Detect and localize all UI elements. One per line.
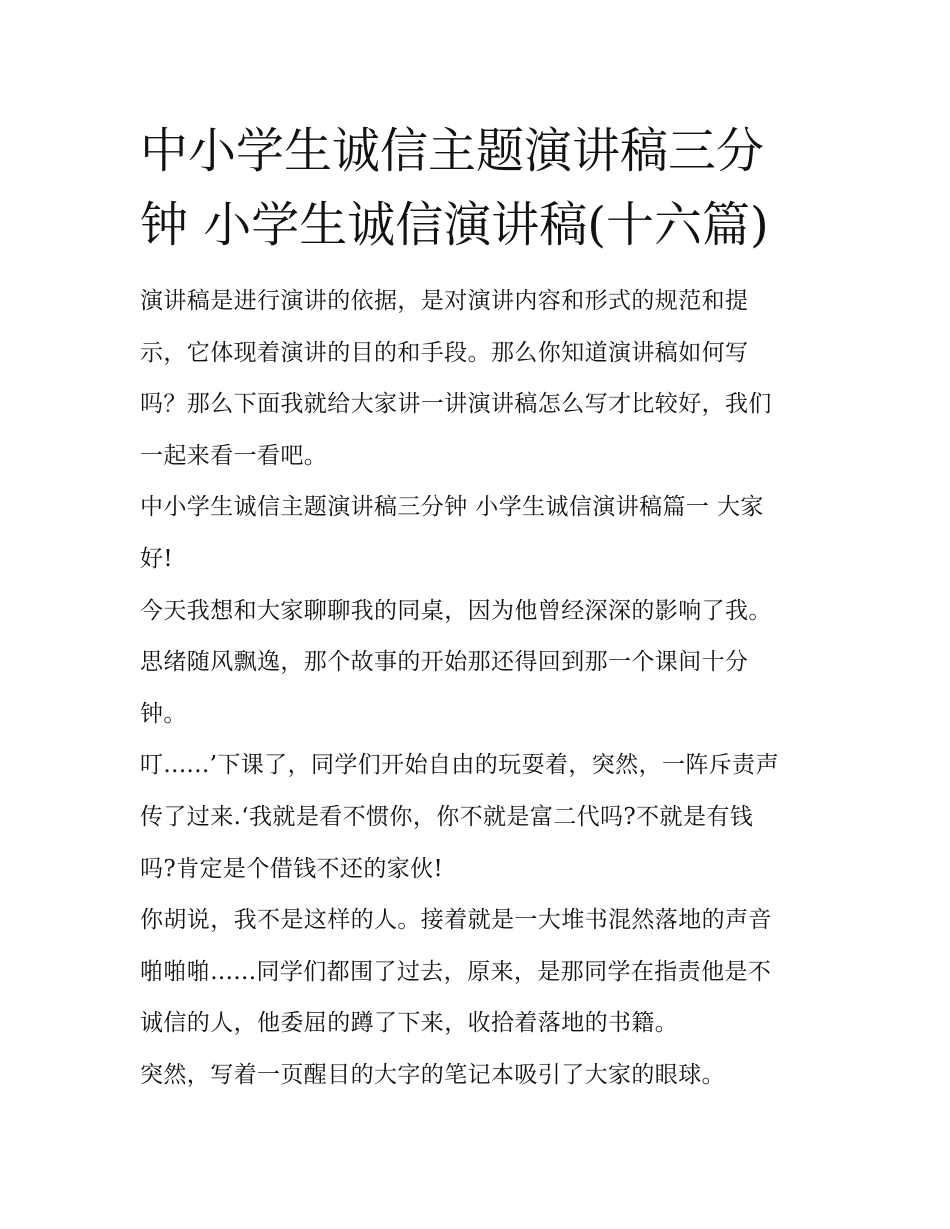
body-line: 一起来看一看吧。: [140, 442, 328, 469]
body-line: 诚信的人，他委屈的蹲了下来，收拾着落地的书籍。: [140, 1010, 679, 1037]
body-line: 叮......’下课了，同学们开始自由的玩耍着，突然，一阵斥责声: [140, 752, 779, 779]
body-line: 吗?肯定是个借钱不还的家伙!: [140, 855, 444, 882]
document-body: [140, 276, 820, 1102]
body-line: 你胡说，我不是这样的人。接着就是一大堆书混然落地的声音: [140, 907, 772, 934]
body-line: 突然，写着一页醒目的大字的笔记本吸引了大家的眼球。: [140, 1061, 725, 1088]
body-line: 演讲稿是进行演讲的依据，是对演讲内容和形式的规范和提: [140, 288, 749, 314]
body-line: 啪啪啪......同学们都围了过去，原来，是那同学在指责他是不: [140, 958, 772, 985]
body-line: 今天我想和大家聊聊我的同桌，因为他曾经深深的影响了我。: [140, 597, 772, 624]
body-line: 好!: [140, 545, 174, 572]
body-line: 思绪随风飘逸，那个故事的开始那还得回到那一个课间十分: [140, 649, 749, 676]
title-line: 钟 小学生诚信演讲稿(十六篇): [140, 197, 769, 253]
body-line: 中小学生诚信主题演讲稿三分钟 小学生诚信演讲稿篇一 大家: [140, 494, 764, 521]
body-line: 示，它体现着演讲的目的和手段。那么你知道演讲稿如何写: [140, 339, 749, 366]
title-line: 中小学生诚信主题演讲稿三分: [140, 123, 765, 179]
body-line: 传了过来.‘我就是看不惯你，你不就是富二代吗?不就是有钱: [140, 803, 754, 830]
body-line: 吗？那么下面我就给大家讲一讲演讲稿怎么写才比较好，我们: [140, 391, 772, 418]
body-line: 钟。: [140, 700, 187, 727]
document-title: [140, 114, 810, 262]
